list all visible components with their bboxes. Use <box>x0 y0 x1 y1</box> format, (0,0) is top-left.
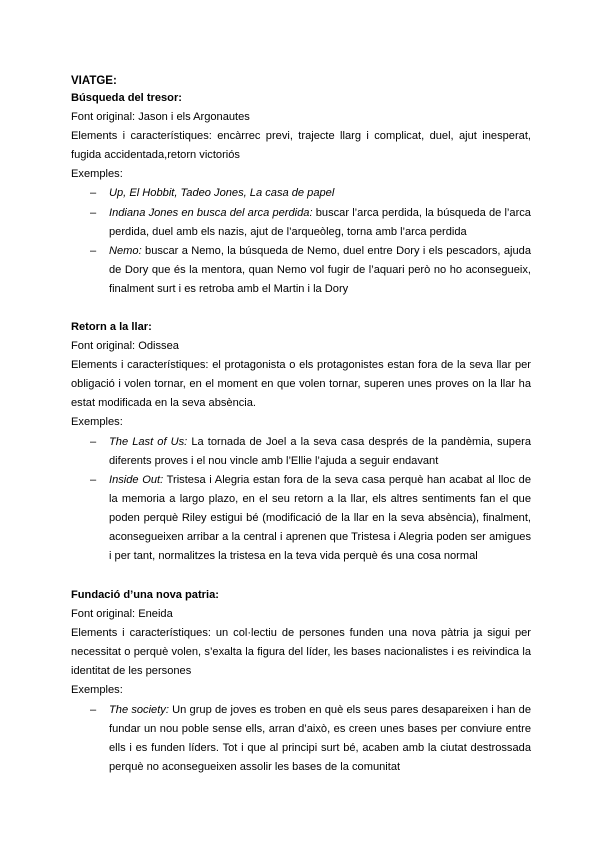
list-item <box>71 701 531 777</box>
list-item <box>71 184 531 203</box>
list-item <box>71 471 531 566</box>
section-source: Font original: Jason i els Argonautes <box>71 111 250 124</box>
section-elements: Elements i característiques: encàrrec previ, trajecte llarg i complicat, duel, ajut inesperat, fugida accidentada,retorn victoriós <box>71 130 531 162</box>
dash-bullet: – <box>90 435 97 448</box>
section-fundacio-nova-patria <box>71 586 531 777</box>
example-text: Un grup de joves es troben en què els seus pares desapareixen i han de fundar un nou poble sense ells, arran d’això, es creen unes bases per conviure entre ells i es funden líders. Tot i que al principi surt bé, acaben amb la ciutat destrossada perquè no aconsegueixen assolir les bases de la comunitat <box>109 703 531 773</box>
section-elements: Elements i característiques: el protagonista o els protagonistes estan fora de la seva llar per obligació i volen tornar, en el moment en que volen tornar, superen unes proves on la llar ha estat modificada en la seva absència. <box>71 359 531 410</box>
examples-label: Exemples: <box>71 684 123 697</box>
examples-label: Exemples: <box>71 416 123 429</box>
section-heading: Retorn a la llar: <box>71 321 152 333</box>
dash-bullet: – <box>90 206 97 219</box>
example-title: Nemo: <box>109 244 142 257</box>
examples-list <box>71 701 531 777</box>
document-title: VIATGE: <box>71 75 117 87</box>
example-text: Tristesa i Alegria estan fora de la seva casa perquè han acabat al lloc de la memoria a largo plazo, en el seu retorn a la llar, els altres sentiments fan el que poden perquè Riley estigui bé (modificació de la llar en la seva absència), finalment, aconsegueixen arribar a la central i aprenen que Tristesa i Alegria poden ser amigues i per tant, normalitzes la tristesa en la teva vida perquè és una cosa normal <box>109 473 531 563</box>
section-heading: Fundació d’una nova patria: <box>71 589 219 601</box>
dash-bullet: – <box>90 187 97 200</box>
examples-list <box>71 433 531 567</box>
examples-label: Exemples: <box>71 168 123 181</box>
dash-bullet: – <box>90 703 97 716</box>
example-title: The Last of Us: <box>109 435 188 448</box>
list-item <box>71 242 531 299</box>
example-text: buscar l’arca perdida, la búsqueda de l’arca perdida, duel amb els nazis, ajut de l’arqueòleg, torna amb l’arca perdida <box>109 206 531 238</box>
example-title: Indiana Jones en busca del arca perdida: <box>109 206 313 219</box>
example-title: The society: <box>109 703 169 716</box>
section-source: Font original: Odissea <box>71 340 179 353</box>
examples-list <box>71 184 531 299</box>
example-title: Inside Out: <box>109 473 164 486</box>
list-item <box>71 204 531 242</box>
list-item <box>71 433 531 471</box>
example-text: La tornada de Joel a la seva casa després de la pandèmia, supera diferents proves i el nou vincle amb l’Ellie l’ajuda a seguir endavant <box>109 435 531 467</box>
dash-bullet: – <box>90 473 97 486</box>
section-busqueda-del-tresor <box>71 89 531 299</box>
section-retorn-a-la-llar <box>71 318 531 566</box>
section-source: Font original: Eneida <box>71 608 173 621</box>
example-text: buscar a Nemo, la búsqueda de Nemo, duel entre Dory i els pescadors, ajuda de Dory que és la mentora, quan Nemo vol fugir de l’aquari però no ho aconsegueix, finalment surt i es retroba amb el Martin i la Dory <box>109 244 531 295</box>
section-heading: Búsqueda del tresor: <box>71 92 182 104</box>
example-title: Up, El Hobbit, Tadeo Jones, La casa de papel <box>109 187 335 200</box>
section-elements: Elements i característiques: un col·lectiu de persones funden una nova pàtria ja sigui per necessitat o perquè volen, s’exalta la figura del líder, les bases nacionalistes i es reivindica la identitat de les persones <box>71 627 531 678</box>
dash-bullet: – <box>90 244 97 257</box>
